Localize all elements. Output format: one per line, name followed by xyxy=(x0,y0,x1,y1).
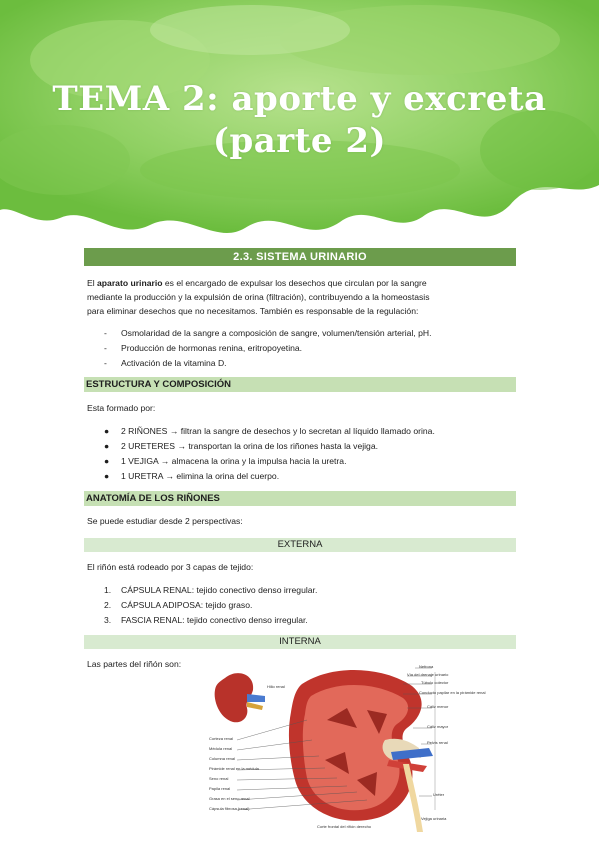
bullet-marker: ● xyxy=(104,456,110,466)
interna-header: INTERNA xyxy=(84,635,516,649)
section-header: 2.3. SISTEMA URINARIO xyxy=(84,248,516,266)
list-number: 3. xyxy=(104,615,112,625)
anatomia-header: ANATOMÍA DE LOS RIÑONES xyxy=(84,491,516,506)
externa-item: FASCIA RENAL: tejido conectivo denso irregular. xyxy=(121,615,308,625)
bullet-marker: ● xyxy=(104,426,110,436)
regulation-item: Activación de la vitamina D. xyxy=(121,358,227,368)
externa-item: CÁPSULA ADIPOSA: tejido graso. xyxy=(121,600,253,610)
label-conducto: Conducto papilar en la pirámide renal xyxy=(419,690,486,695)
label-capsula: Cápsula fibrosa (renal) xyxy=(209,806,250,811)
intro-line2: mediante la producción y la expulsión de orina (filtración), contribuyendo a la homeostasis xyxy=(87,292,430,302)
label-piramide: Pirámide renal en la médula xyxy=(209,766,259,771)
kidney-figure xyxy=(207,660,486,832)
label-ureter: Uréter xyxy=(433,792,445,797)
dash-marker: - xyxy=(104,328,107,338)
label-columna: Columna renal xyxy=(209,756,236,761)
list-number: 2. xyxy=(104,600,112,610)
intro-paragraph xyxy=(87,276,517,318)
interna-intro: Las partes del riñón son: xyxy=(87,659,182,669)
bullet-marker: ● xyxy=(104,471,110,481)
label-caliz-mayor: Cáliz mayor xyxy=(427,724,449,729)
label-vejiga: Vejiga urinaria xyxy=(421,816,447,821)
page-title xyxy=(0,78,599,162)
label-seno: Seno renal xyxy=(209,776,229,781)
estructura-header: ESTRUCTURA Y COMPOSICIÓN xyxy=(84,377,516,392)
label-corteza: Corteza renal xyxy=(209,736,234,741)
bullet-marker: ● xyxy=(104,441,110,451)
label-caliz-menor: Cáliz menor xyxy=(427,704,449,709)
anatomia-intro: Se puede estudiar desde 2 perspectivas: xyxy=(87,516,243,526)
label-medula: Médula renal xyxy=(209,746,233,751)
estructura-intro: Esta formado por: xyxy=(87,403,156,413)
dash-marker: - xyxy=(104,343,107,353)
label-pelvis: Pelvis renal xyxy=(427,740,448,745)
externa-intro: El riñón está rodeado por 3 capas de tejido: xyxy=(87,562,254,572)
title-line-1: TEMA 2: aporte y excreta xyxy=(52,79,547,119)
regulation-item: Producción de hormonas renina, eritropoyetina. xyxy=(121,343,303,353)
estructura-item: 2 URETERES → transportan la orina de los riñones hasta la vejiga. xyxy=(121,441,378,451)
estructura-item: 1 URETRA → elimina la orina del cuerpo. xyxy=(121,471,280,481)
externa-item: CÁPSULA RENAL: tejido conectivo denso irregular. xyxy=(121,585,318,595)
dash-marker: - xyxy=(104,358,107,368)
label-hilio: Hilio renal xyxy=(267,684,285,689)
regulation-item: Osmolaridad de la sangre a composición de sangre, volumen/tensión arterial, pH. xyxy=(121,328,432,338)
label-via-drenaje: Vía del drenaje urinario xyxy=(407,672,449,677)
label-tubulo: Túbulo colector xyxy=(421,680,449,685)
intro-line1-rest: es el encargado de expulsar los desechos que circulan por la sangre xyxy=(162,278,427,288)
intro-pre: El xyxy=(87,278,98,288)
estructura-item: 2 RIÑONES → filtran la sangre de desechos y lo secretan al líquido llamado orina. xyxy=(121,426,435,436)
title-line-2: (parte 2) xyxy=(212,121,387,161)
label-nefrona: Nefrona xyxy=(419,664,434,669)
label-grasa: Grasa en el seno renal xyxy=(209,796,250,801)
intro-bold: aparato urinario xyxy=(97,278,163,288)
label-papila: Papila renal xyxy=(209,786,231,791)
figure-caption: Corte frontal del riñón derecho xyxy=(317,824,372,829)
externa-header: EXTERNA xyxy=(84,538,516,552)
intro-line3: para eliminar desechos que no necesitamos. También es responsable de la regulación: xyxy=(87,306,419,316)
list-number: 1. xyxy=(104,585,112,595)
estructura-item: 1 VEJIGA → almacena la orina y la impulsa hacia la uretra. xyxy=(121,456,347,466)
